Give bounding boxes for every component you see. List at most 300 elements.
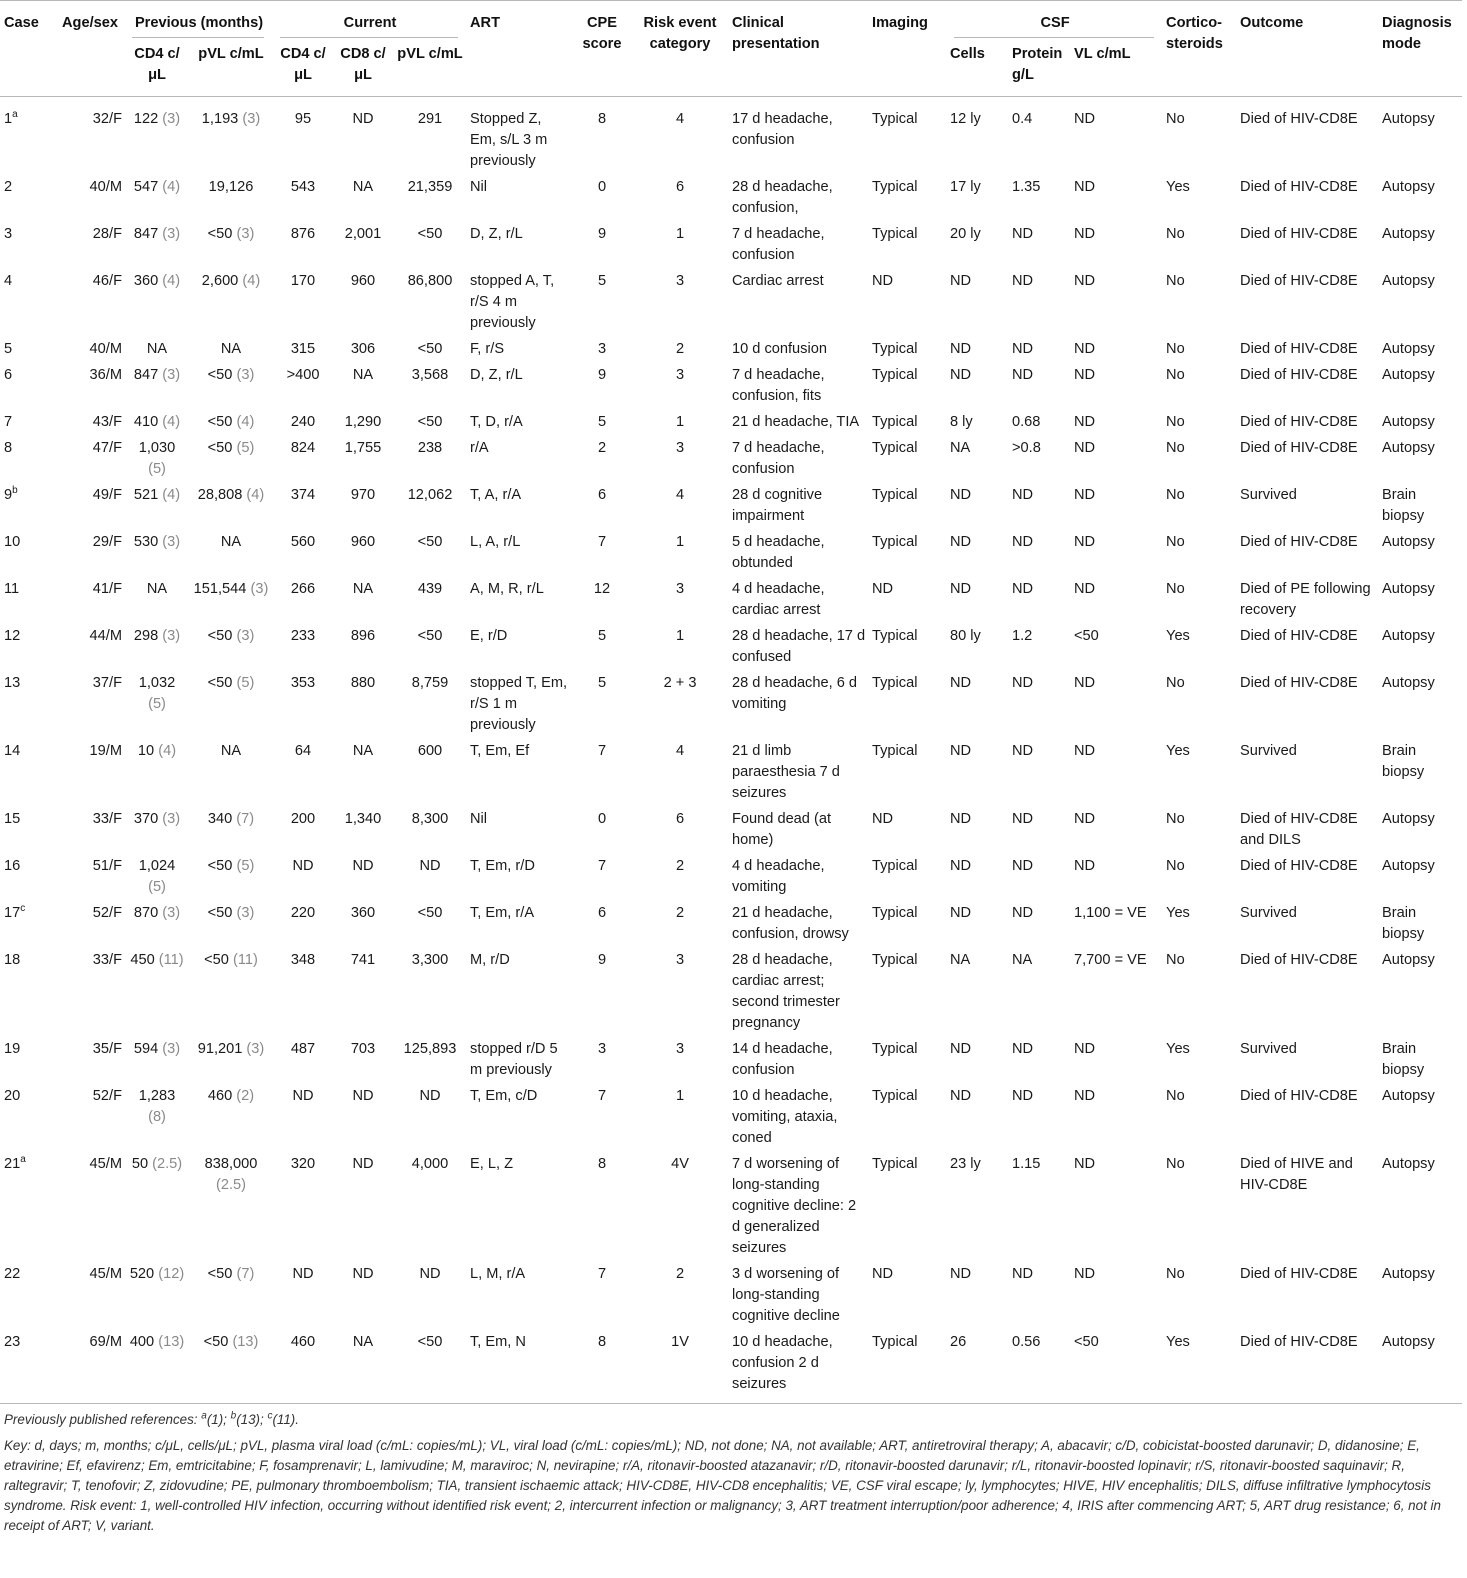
table-row: [0, 1039, 1462, 1086]
cell-csf-cells: [946, 177, 1008, 224]
cell-risk-event: [630, 365, 728, 412]
cell-prev-pvl-value: <50: [207, 1266, 233, 1282]
cell-case-value: 2: [4, 179, 13, 195]
cell-csf-vl-value: ND: [1074, 226, 1096, 242]
cell-art: [466, 1332, 572, 1404]
cell-case: [0, 365, 58, 412]
cell-prev-cd4-value: 10: [137, 743, 155, 759]
cell-csf-protein: [1008, 741, 1070, 809]
cell-clinical-presentation-value: 28 d cognitive impairment: [732, 487, 823, 524]
cell-cur-cd4-value: ND: [292, 858, 314, 874]
cell-risk-event-value: 2: [675, 341, 685, 357]
cell-cur-pvl-value: <50: [417, 414, 443, 430]
cell-csf-cells: [946, 673, 1008, 741]
cell-cur-cd8-value: 1,755: [344, 440, 382, 456]
cell-csf-cells-value: ND: [950, 1266, 972, 1282]
cell-case: [0, 1332, 58, 1404]
cell-outcome: [1236, 950, 1378, 1039]
cell-risk-event-value: 2: [675, 858, 685, 874]
cell-prev-cd4: [124, 365, 188, 412]
cell-clinical-presentation-value: 10 d headache, confusion 2 d seizures: [732, 1334, 833, 1392]
cell-cpe-score: [572, 412, 630, 438]
cell-prev-pvl-value: <50: [207, 675, 233, 691]
cell-cur-pvl-value: 8,300: [411, 811, 449, 827]
table-row: [0, 438, 1462, 485]
cell-csf-cells: [946, 1332, 1008, 1404]
cell-csf-protein-value: ND: [1012, 341, 1034, 357]
cell-csf-vl-value: ND: [1074, 581, 1096, 597]
cell-diagnosis-mode: [1378, 579, 1462, 626]
cell-cur-cd8: [332, 579, 392, 626]
cell-prev-cd4-value: 520: [129, 1266, 155, 1282]
cell-prev-cd4: [124, 339, 188, 365]
cell-corticosteroids-value: No: [1166, 811, 1185, 827]
reference-months: (3): [246, 1041, 265, 1057]
cell-csf-cells: [946, 809, 1008, 856]
cell-cur-cd4-value: 266: [290, 581, 316, 597]
cell-prev-cd4-value: 1,030: [138, 440, 176, 456]
cell-cpe-score-value: 9: [597, 367, 607, 383]
cell-clinical-presentation: [728, 741, 868, 809]
cell-outcome-value: Died of HIV-CD8E: [1240, 111, 1358, 127]
cell-cur-cd4: [272, 579, 332, 626]
header-prev-cd4: CD4 c/μL: [134, 46, 180, 83]
cell-prev-pvl-value: NA: [220, 534, 242, 550]
cell-prev-cd4-value: 450: [130, 952, 155, 968]
cell-prev-pvl: [188, 97, 272, 178]
footnote-ref-a: (1);: [206, 1412, 231, 1427]
table-row: [0, 673, 1462, 741]
cell-diagnosis-mode-value: Autopsy: [1382, 226, 1435, 242]
cell-clinical-presentation-value: 5 d headache, obtunded: [732, 534, 825, 571]
footnote-key: Key: d, days; m, months; c/μL, cells/μL; pVL, plasma viral load (c/mL: copies/mL); VL, viral load (c/mL: copies/mL); ND, not done; NA, not available; ART, antiretroviral therapy; A, abacavir; c/D, cobicistat-boosted darunavir; D, didanosine; E, etravirine; Ef, efavirenz; Em, emtricitabine; F, fosamprenavir; L, lamivudine; M, maraviroc; N, nevirapine; r/A, ritonavir-boosted atazanavir; r/D, ritonavir-boosted darunavir; r/L, ritonavir-boosted lopinavir; r/S, ritonavir-boosted saquinavir; R, raltegravir; T, tenofovir; Z, zidovudine; PE, pulmonary thromboembolism; TIA, transient ischaemic attack; HIV-CD8E, HIV-CD8 encephalitis; VE, CSF viral escape; ly, lymphocytes; HIVE, HIV encephalitis; DILS, diffuse infiltrative lymphocytosis syndrome. Risk event: 1, well-controlled HIV infection, occurring without identified risk event; 2, intercurrent infection or malignancy; 3, ART treatment interruption/poor adherence; 4, IRIS after commencing ART; 5, ART drug resistance; 6, not in receipt of ART; V, variant.: [4, 1438, 1441, 1533]
reference-months: (5): [148, 461, 166, 477]
cell-outcome-value: Died of HIV-CD8E: [1240, 367, 1358, 383]
cell-prev-pvl-value: 28,808: [197, 487, 243, 503]
cell-prev-pvl: [188, 673, 272, 741]
header-cur-cd4: CD4 c/μL: [280, 46, 326, 83]
cell-clinical-presentation-value: 3 d worsening of long-standing cognitive decline: [732, 1266, 840, 1324]
cell-csf-protein: [1008, 903, 1070, 950]
cell-case-value: 13: [4, 675, 21, 691]
cell-diagnosis-mode-value: Brain biopsy: [1382, 1041, 1425, 1078]
cell-age-sex: [58, 903, 124, 950]
cell-outcome-value: Died of HIV-CD8E: [1240, 534, 1358, 550]
cell-art: [466, 438, 572, 485]
table-row: [0, 950, 1462, 1039]
cell-cpe-score-value: 2: [597, 440, 607, 456]
cell-clinical-presentation-value: 10 d confusion: [732, 341, 827, 357]
cell-corticosteroids-value: No: [1166, 534, 1185, 550]
cell-corticosteroids: [1162, 673, 1236, 741]
cell-diagnosis-mode: [1378, 673, 1462, 741]
cell-imaging-value: Typical: [872, 905, 918, 921]
cell-corticosteroids: [1162, 1332, 1236, 1404]
cell-clinical-presentation-value: 28 d headache, 17 d confused: [732, 628, 866, 665]
cell-cur-cd8: [332, 1039, 392, 1086]
cell-clinical-presentation-value: 7 d worsening of long-standing cognitive decline: 2 d generalized seizures: [732, 1156, 857, 1256]
cell-cur-cd4: [272, 1264, 332, 1332]
cell-outcome-value: Survived: [1240, 905, 1297, 921]
cell-imaging: [868, 626, 946, 673]
cell-prev-cd4: [124, 809, 188, 856]
reference-months: (3): [162, 1041, 181, 1057]
cell-cur-cd4-value: 220: [290, 905, 316, 921]
cell-imaging-value: ND: [872, 273, 894, 289]
cell-cur-cd8-value: 880: [350, 675, 376, 691]
cell-corticosteroids: [1162, 339, 1236, 365]
cell-prev-pvl-value: 91,201: [197, 1041, 243, 1057]
cell-risk-event-value: 6: [675, 179, 685, 195]
cell-clinical-presentation-value: Found dead (at home): [732, 811, 832, 848]
cell-prev-cd4: [124, 438, 188, 485]
cell-imaging-value: Typical: [872, 534, 918, 550]
cell-csf-vl: [1070, 339, 1162, 365]
footnote-ref-a-marker: a: [201, 1410, 207, 1422]
cell-case: [0, 271, 58, 339]
cell-imaging: [868, 412, 946, 438]
cell-diagnosis-mode: [1378, 224, 1462, 271]
cell-age-sex: [58, 438, 124, 485]
cell-corticosteroids-value: No: [1166, 111, 1185, 127]
cell-csf-protein-value: ND: [1012, 858, 1034, 874]
cell-age-sex-value: 43/F: [92, 414, 122, 430]
cell-prev-pvl-value: NA: [220, 743, 242, 759]
cell-cur-cd4: [272, 532, 332, 579]
cell-cur-cd4-value: 240: [290, 414, 316, 430]
header-csf-cells: Cells: [950, 46, 985, 62]
cell-risk-event: [630, 741, 728, 809]
cell-art: [466, 339, 572, 365]
cell-risk-event: [630, 485, 728, 532]
cell-risk-event-value: 6: [675, 811, 685, 827]
cell-art-value: stopped T, Em, r/S 1 m previously: [470, 675, 568, 733]
cell-diagnosis-mode-value: Autopsy: [1382, 581, 1435, 597]
cell-outcome: [1236, 903, 1378, 950]
cell-cur-cd8: [332, 532, 392, 579]
cell-imaging-value: ND: [872, 1266, 894, 1282]
cell-clinical-presentation-value: Cardiac arrest: [732, 273, 824, 289]
cell-cur-cd8-value: NA: [352, 1334, 374, 1350]
cell-prev-cd4: [124, 579, 188, 626]
cell-csf-cells-value: ND: [950, 905, 972, 921]
cell-age-sex: [58, 673, 124, 741]
cell-imaging-value: Typical: [872, 1088, 918, 1104]
cell-prev-cd4-value: 410: [133, 414, 159, 430]
cell-art: [466, 177, 572, 224]
cell-cur-cd8-value: 970: [350, 487, 376, 503]
cell-outcome: [1236, 579, 1378, 626]
cell-cur-cd8: [332, 1086, 392, 1154]
cell-clinical-presentation: [728, 365, 868, 412]
reference-months: (4): [162, 414, 181, 430]
cell-csf-vl: [1070, 1039, 1162, 1086]
cell-cur-pvl: [392, 339, 466, 365]
cell-clinical-presentation: [728, 177, 868, 224]
cell-cur-pvl: [392, 673, 466, 741]
cell-corticosteroids: [1162, 532, 1236, 579]
cell-cur-cd8-value: 896: [350, 628, 376, 644]
cell-cur-pvl: [392, 438, 466, 485]
footnote-refs-intro: Previously published references:: [4, 1412, 202, 1427]
cell-cur-cd4: [272, 339, 332, 365]
reference-months: (4): [158, 743, 177, 759]
cell-cpe-score: [572, 532, 630, 579]
reference-months: (3): [162, 628, 181, 644]
cell-csf-cells-value: 23 ly: [950, 1156, 981, 1172]
cell-art-value: stopped r/D 5 m previously: [470, 1041, 558, 1078]
cell-corticosteroids: [1162, 1154, 1236, 1264]
cell-clinical-presentation: [728, 950, 868, 1039]
cell-age-sex-value: 49/F: [92, 487, 122, 503]
cell-diagnosis-mode-value: Autopsy: [1382, 628, 1435, 644]
cell-corticosteroids-value: Yes: [1166, 628, 1190, 644]
cell-cur-pvl: [392, 224, 466, 271]
cell-age-sex: [58, 97, 124, 178]
cell-art-value: D, Z, r/L: [470, 226, 523, 242]
cell-outcome-value: Survived: [1240, 487, 1297, 503]
cell-cpe-score-value: 8: [597, 1156, 607, 1172]
cell-cur-pvl: [392, 365, 466, 412]
cell-art: [466, 1039, 572, 1086]
cell-case: [0, 97, 58, 178]
cell-cur-cd4: [272, 97, 332, 178]
cell-cur-pvl-value: 4,000: [411, 1156, 449, 1172]
cell-corticosteroids: [1162, 950, 1236, 1039]
cell-cur-pvl: [392, 626, 466, 673]
cell-prev-cd4: [124, 1039, 188, 1086]
cell-csf-vl: [1070, 626, 1162, 673]
cell-cur-cd4: [272, 1332, 332, 1404]
cell-clinical-presentation: [728, 673, 868, 741]
cell-outcome-value: Died of HIV-CD8E: [1240, 273, 1358, 289]
case-footnote-marker: c: [20, 903, 26, 915]
cell-cur-cd4-value: 64: [294, 743, 312, 759]
table-row: [0, 809, 1462, 856]
cell-cur-pvl-value: 439: [417, 581, 443, 597]
cell-csf-vl: [1070, 579, 1162, 626]
cell-risk-event: [630, 1154, 728, 1264]
cell-cpe-score: [572, 224, 630, 271]
cell-csf-protein-value: 1.15: [1012, 1156, 1041, 1172]
cell-csf-protein: [1008, 1039, 1070, 1086]
cell-diagnosis-mode: [1378, 856, 1462, 903]
cell-csf-cells-value: 17 ly: [950, 179, 981, 195]
cell-clinical-presentation: [728, 856, 868, 903]
cell-case-value: 9: [4, 487, 13, 503]
cell-cur-pvl: [392, 1332, 466, 1404]
cell-prev-cd4-value: 530: [133, 534, 159, 550]
cell-cur-cd4-value: 353: [290, 675, 316, 691]
cell-outcome: [1236, 1154, 1378, 1264]
cell-csf-protein: [1008, 177, 1070, 224]
cell-clinical-presentation: [728, 339, 868, 365]
cell-csf-cells-value: ND: [950, 341, 972, 357]
reference-months: (7): [236, 811, 255, 827]
cell-imaging-value: Typical: [872, 743, 918, 759]
cell-csf-protein: [1008, 673, 1070, 741]
table-row: [0, 224, 1462, 271]
cell-art-value: Nil: [470, 179, 488, 195]
cell-risk-event-value: 3: [675, 952, 685, 968]
cell-outcome-value: Died of HIV-CD8E: [1240, 341, 1358, 357]
cell-art-value: L, A, r/L: [470, 534, 521, 550]
cell-risk-event: [630, 626, 728, 673]
cell-cur-pvl-value: ND: [419, 1266, 441, 1282]
cell-csf-cells: [946, 950, 1008, 1039]
cell-cur-cd8: [332, 1332, 392, 1404]
cell-csf-vl-value: 7,700 = VE: [1074, 952, 1147, 968]
cell-csf-vl-value: ND: [1074, 1156, 1096, 1172]
cell-clinical-presentation: [728, 1264, 868, 1332]
cell-csf-vl: [1070, 1332, 1162, 1404]
reference-months: (2): [236, 1088, 255, 1104]
cell-csf-cells-value: NA: [950, 440, 971, 456]
cell-cur-cd4: [272, 903, 332, 950]
cell-corticosteroids: [1162, 903, 1236, 950]
cell-risk-event: [630, 438, 728, 485]
cell-clinical-presentation: [728, 224, 868, 271]
cell-imaging: [868, 339, 946, 365]
cell-csf-protein-value: ND: [1012, 1041, 1034, 1057]
cell-imaging-value: Typical: [872, 675, 918, 691]
cell-prev-pvl-value: 340: [207, 811, 233, 827]
cell-cur-cd4: [272, 271, 332, 339]
cell-csf-vl-value: ND: [1074, 273, 1096, 289]
cell-imaging: [868, 673, 946, 741]
cell-corticosteroids-value: No: [1166, 226, 1185, 242]
table-row: [0, 339, 1462, 365]
reference-months: (13): [158, 1334, 185, 1350]
table-row: [0, 1086, 1462, 1154]
cell-csf-vl: [1070, 856, 1162, 903]
cell-csf-vl: [1070, 741, 1162, 809]
cell-cur-cd8: [332, 224, 392, 271]
cell-corticosteroids-value: Yes: [1166, 1334, 1190, 1350]
cell-cur-cd8: [332, 339, 392, 365]
cell-csf-protein-value: ND: [1012, 811, 1034, 827]
cell-outcome: [1236, 809, 1378, 856]
cell-diagnosis-mode: [1378, 626, 1462, 673]
cell-cur-cd8: [332, 856, 392, 903]
cell-outcome-value: Died of HIV-CD8E and DILS: [1240, 811, 1358, 848]
cell-csf-cells-value: NA: [950, 952, 971, 968]
cell-imaging-value: Typical: [872, 1334, 918, 1350]
cell-diagnosis-mode-value: Brain biopsy: [1382, 743, 1425, 780]
cell-imaging: [868, 856, 946, 903]
cell-outcome-value: Died of HIV-CD8E: [1240, 1334, 1358, 1350]
cell-cur-cd4-value: 233: [290, 628, 316, 644]
cell-corticosteroids: [1162, 856, 1236, 903]
cell-cur-cd4: [272, 224, 332, 271]
cell-cur-pvl-value: 21,359: [407, 179, 453, 195]
reference-months: (5): [236, 440, 255, 456]
footnote-references: [4, 1410, 1454, 1430]
cell-outcome-value: Died of HIV-CD8E: [1240, 440, 1358, 456]
cell-diagnosis-mode: [1378, 1332, 1462, 1404]
cell-csf-cells: [946, 1264, 1008, 1332]
cell-diagnosis-mode: [1378, 1264, 1462, 1332]
cell-csf-protein: [1008, 809, 1070, 856]
cell-prev-cd4: [124, 1332, 188, 1404]
cell-csf-vl: [1070, 271, 1162, 339]
cell-cpe-score: [572, 438, 630, 485]
cell-risk-event: [630, 339, 728, 365]
cell-csf-cells: [946, 224, 1008, 271]
cell-csf-protein-value: ND: [1012, 487, 1034, 503]
table-row: [0, 626, 1462, 673]
cell-diagnosis-mode: [1378, 412, 1462, 438]
cell-age-sex: [58, 950, 124, 1039]
cell-age-sex-value: 36/M: [89, 367, 122, 383]
cell-prev-pvl: [188, 1154, 272, 1264]
cell-outcome-value: Died of HIV-CD8E: [1240, 414, 1358, 430]
cell-prev-cd4-value: 400: [129, 1334, 155, 1350]
cell-outcome: [1236, 339, 1378, 365]
cell-age-sex-value: 35/F: [92, 1041, 122, 1057]
cell-csf-vl-value: ND: [1074, 743, 1096, 759]
cell-age-sex-value: 19/M: [89, 743, 122, 759]
cell-outcome: [1236, 1332, 1378, 1404]
cell-diagnosis-mode: [1378, 741, 1462, 809]
cell-prev-pvl-value: <50: [207, 367, 233, 383]
cell-csf-protein-value: ND: [1012, 226, 1034, 242]
cell-cpe-score: [572, 177, 630, 224]
cell-clinical-presentation-value: 28 d headache, cardiac arrest; second trimester pregnancy: [732, 952, 840, 1031]
cell-prev-pvl-value: <50: [207, 414, 233, 430]
cell-corticosteroids: [1162, 1039, 1236, 1086]
cell-prev-cd4: [124, 856, 188, 903]
cell-imaging-value: Typical: [872, 226, 918, 242]
cell-corticosteroids: [1162, 1086, 1236, 1154]
cell-risk-event-value: 3: [675, 367, 685, 383]
cell-case: [0, 1154, 58, 1264]
cell-outcome: [1236, 224, 1378, 271]
cell-corticosteroids-value: No: [1166, 675, 1185, 691]
cell-art: [466, 97, 572, 178]
cell-csf-vl-value: ND: [1074, 179, 1096, 195]
cell-corticosteroids: [1162, 741, 1236, 809]
cell-cur-cd4: [272, 438, 332, 485]
cell-prev-pvl-value: <50: [204, 952, 229, 968]
cell-corticosteroids-value: No: [1166, 487, 1185, 503]
cell-cur-cd4-value: 374: [290, 487, 316, 503]
cell-cur-cd4: [272, 741, 332, 809]
cell-outcome: [1236, 365, 1378, 412]
cell-diagnosis-mode: [1378, 1086, 1462, 1154]
cell-imaging-value: Typical: [872, 367, 918, 383]
cell-cpe-score-value: 9: [597, 226, 607, 242]
cell-imaging: [868, 438, 946, 485]
cell-csf-protein: [1008, 365, 1070, 412]
cell-cur-pvl: [392, 856, 466, 903]
reference-months: (4): [236, 414, 255, 430]
cell-art-value: T, Em, c/D: [470, 1088, 538, 1104]
cell-cpe-score: [572, 673, 630, 741]
cell-csf-vl: [1070, 950, 1162, 1039]
footnote-ref-c-marker: c: [267, 1410, 273, 1422]
cell-prev-pvl-value: <50: [203, 1334, 229, 1350]
cell-prev-pvl: [188, 532, 272, 579]
cell-diagnosis-mode: [1378, 339, 1462, 365]
cell-outcome-value: Died of HIV-CD8E: [1240, 952, 1358, 968]
cell-imaging: [868, 1154, 946, 1264]
cell-case-value: 15: [4, 811, 21, 827]
cell-age-sex-value: 28/F: [92, 226, 122, 242]
cell-diagnosis-mode-value: Autopsy: [1382, 858, 1435, 874]
cell-csf-protein: [1008, 339, 1070, 365]
cell-diagnosis-mode: [1378, 271, 1462, 339]
